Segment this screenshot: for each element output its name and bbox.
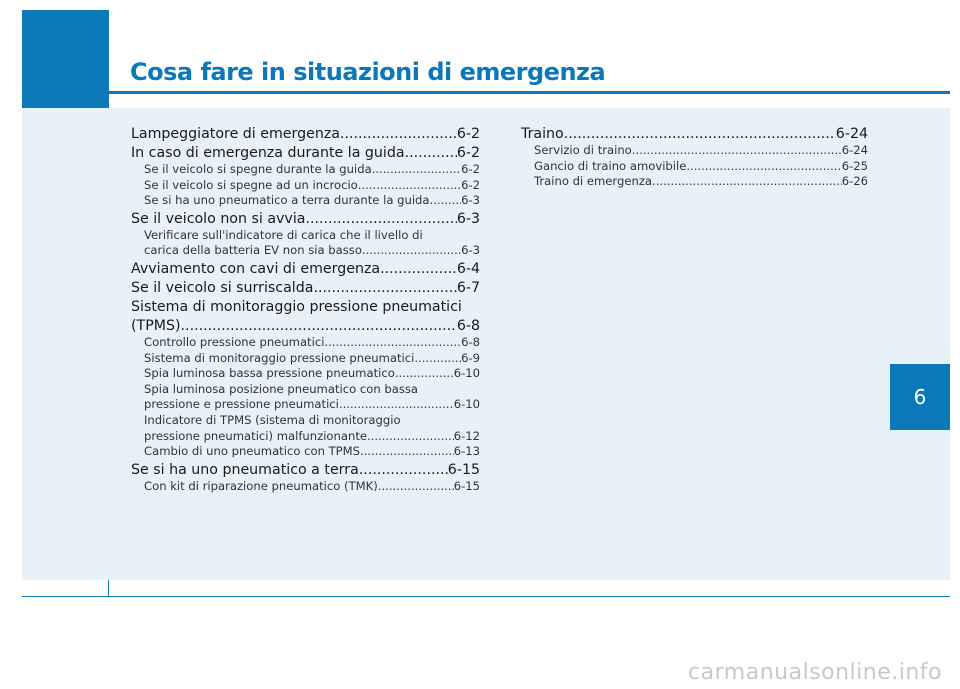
toc-left-column — [131, 124, 480, 494]
toc-entry-title: pressione pneumatici) malfunzionante — [144, 428, 367, 443]
toc-entry-title: Servizio di traino — [534, 143, 632, 157]
toc-page-number: 6-13 — [453, 444, 480, 459]
toc-subentry[interactable] — [131, 162, 480, 178]
toc-entry-title: Controllo pressione pneumatici — [144, 334, 325, 349]
toc-subentry[interactable] — [521, 143, 868, 159]
toc-subentry[interactable] — [131, 193, 480, 209]
toc-subentry[interactable] — [131, 178, 480, 194]
dot-leader — [359, 461, 448, 479]
toc-page-number: 6-4 — [456, 260, 480, 277]
toc-subentry[interactable] — [131, 351, 480, 367]
toc-page-number: 6-3 — [461, 193, 480, 208]
bottom-divider — [22, 596, 950, 597]
toc-entry[interactable] — [131, 279, 480, 297]
toc-subentry[interactable] — [131, 444, 480, 460]
dot-leader — [405, 144, 457, 162]
toc-subentry[interactable] — [131, 429, 480, 445]
toc-page-number: 6-10 — [453, 397, 480, 412]
toc-page-number: 6-2 — [461, 162, 480, 176]
dot-leader — [414, 351, 461, 367]
toc-page-number: 6-2 — [461, 177, 480, 192]
toc-entry-wrap-line[interactable]: Sistema di monitoraggio pressione pneumatici — [131, 298, 462, 315]
watermark-text: carmanualsonline.info — [688, 660, 942, 685]
toc-page-number: 6-26 — [841, 174, 868, 189]
toc-entry-title: Lampeggiatore di emergenza — [131, 126, 340, 142]
toc-page-number: 6-15 — [447, 461, 480, 478]
dot-leader — [358, 178, 461, 194]
dot-leader — [652, 174, 842, 190]
toc-entry[interactable] — [131, 125, 480, 143]
toc-page-number: 6-25 — [841, 158, 868, 173]
dot-leader — [313, 279, 456, 297]
toc-page-number: 6-24 — [841, 143, 868, 157]
toc-entry-title: Sistema di monitoraggio pressione pneumatici — [144, 350, 415, 365]
dot-leader — [686, 159, 841, 175]
toc-subentry[interactable] — [131, 479, 480, 495]
toc-entry-wrap-line[interactable]: Verificare sull'indicatore di carica che il livello di — [144, 227, 423, 242]
toc-entry-title: pressione e pressione pneumatici — [144, 397, 339, 412]
toc-entry-title: In caso di emergenza durante la guida — [131, 145, 405, 161]
toc-page-number: 6-8 — [461, 334, 480, 349]
toc-page-number: 6-24 — [835, 126, 868, 142]
dot-leader — [632, 143, 842, 159]
dot-leader — [395, 366, 454, 382]
toc-entry-title: Se il veicolo si spegne durante la guida — [144, 162, 372, 176]
toc-entry-title: Se il veicolo si spegne ad un incrocio — [144, 177, 358, 192]
toc-entry-title: Con kit di riparazione pneumatico (TMK) — [144, 478, 378, 493]
toc-entry-title: Gancio di traino amovibile — [534, 158, 687, 173]
toc-entry-title: Traino di emergenza — [534, 174, 653, 189]
toc-entry[interactable] — [131, 144, 480, 162]
title-underline — [109, 91, 950, 94]
toc-entry[interactable] — [521, 125, 868, 143]
chapter-tab[interactable]: 6 — [890, 364, 950, 430]
toc-entry-title: Se il veicolo non si avvia — [131, 210, 306, 227]
page-title: Cosa fare in situazioni di emergenza — [130, 58, 606, 86]
dot-leader — [380, 260, 457, 278]
toc-page-number: 6-15 — [453, 478, 480, 493]
toc-entry[interactable] — [131, 461, 480, 479]
toc-page-number: 6-8 — [456, 317, 480, 334]
dot-leader — [362, 243, 461, 259]
toc-entry-title: Traino — [521, 126, 564, 142]
dot-leader — [360, 444, 454, 460]
toc-entry[interactable] — [131, 210, 480, 228]
toc-entry[interactable] — [131, 317, 480, 335]
toc-entry-title: Avviamento con cavi di emergenza — [131, 260, 381, 277]
toc-entry-title: Spia luminosa bassa pressione pneumatico — [144, 366, 395, 381]
dot-leader — [372, 162, 461, 178]
dot-leader — [564, 125, 836, 143]
toc-entry-title: carica della batteria EV non sia basso — [144, 243, 362, 258]
dot-leader — [305, 210, 456, 228]
dot-leader — [430, 193, 462, 209]
toc-entry-title: Se si ha uno pneumatico a terra durante la guida — [144, 193, 430, 208]
toc-page-number: 6-7 — [456, 279, 480, 296]
dot-leader — [378, 479, 454, 495]
toc-entry-title: Cambio di uno pneumatico con TPMS — [144, 444, 361, 459]
toc-entry[interactable] — [131, 260, 480, 278]
dot-leader — [339, 397, 454, 413]
toc-page-number: 6-2 — [456, 126, 480, 142]
toc-right-column — [521, 124, 868, 190]
toc-subentry[interactable] — [521, 159, 868, 175]
toc-subentry[interactable] — [131, 397, 480, 413]
toc-entry-title: Se si ha uno pneumatico a terra — [131, 461, 359, 478]
toc-page-number: 6-3 — [456, 210, 480, 227]
toc-subentry[interactable] — [131, 243, 480, 259]
toc-subentry[interactable] — [521, 174, 868, 190]
toc-page-number: 6-2 — [456, 145, 480, 161]
toc-entry-wrap-line[interactable]: Indicatore di TPMS (sistema di monitoraggio — [144, 412, 401, 427]
dot-leader — [340, 125, 457, 143]
toc-page-number: 6-9 — [461, 350, 480, 365]
toc-entry-title: (TPMS) — [131, 317, 181, 334]
toc-page-number: 6-12 — [453, 428, 480, 443]
toc-entry-wrap-line[interactable]: Spia luminosa posizione pneumatico con bassa — [144, 381, 419, 396]
toc-entry-title: Se il veicolo si surriscalda — [131, 279, 314, 296]
toc-page-number: 6-10 — [453, 366, 480, 381]
dot-leader — [367, 429, 454, 445]
dot-leader — [324, 335, 461, 351]
dot-leader — [181, 317, 457, 335]
toc-subentry[interactable] — [131, 335, 480, 351]
toc-subentry[interactable] — [131, 366, 480, 382]
toc-page-number: 6-3 — [461, 243, 480, 258]
corner-color-block — [22, 10, 109, 108]
